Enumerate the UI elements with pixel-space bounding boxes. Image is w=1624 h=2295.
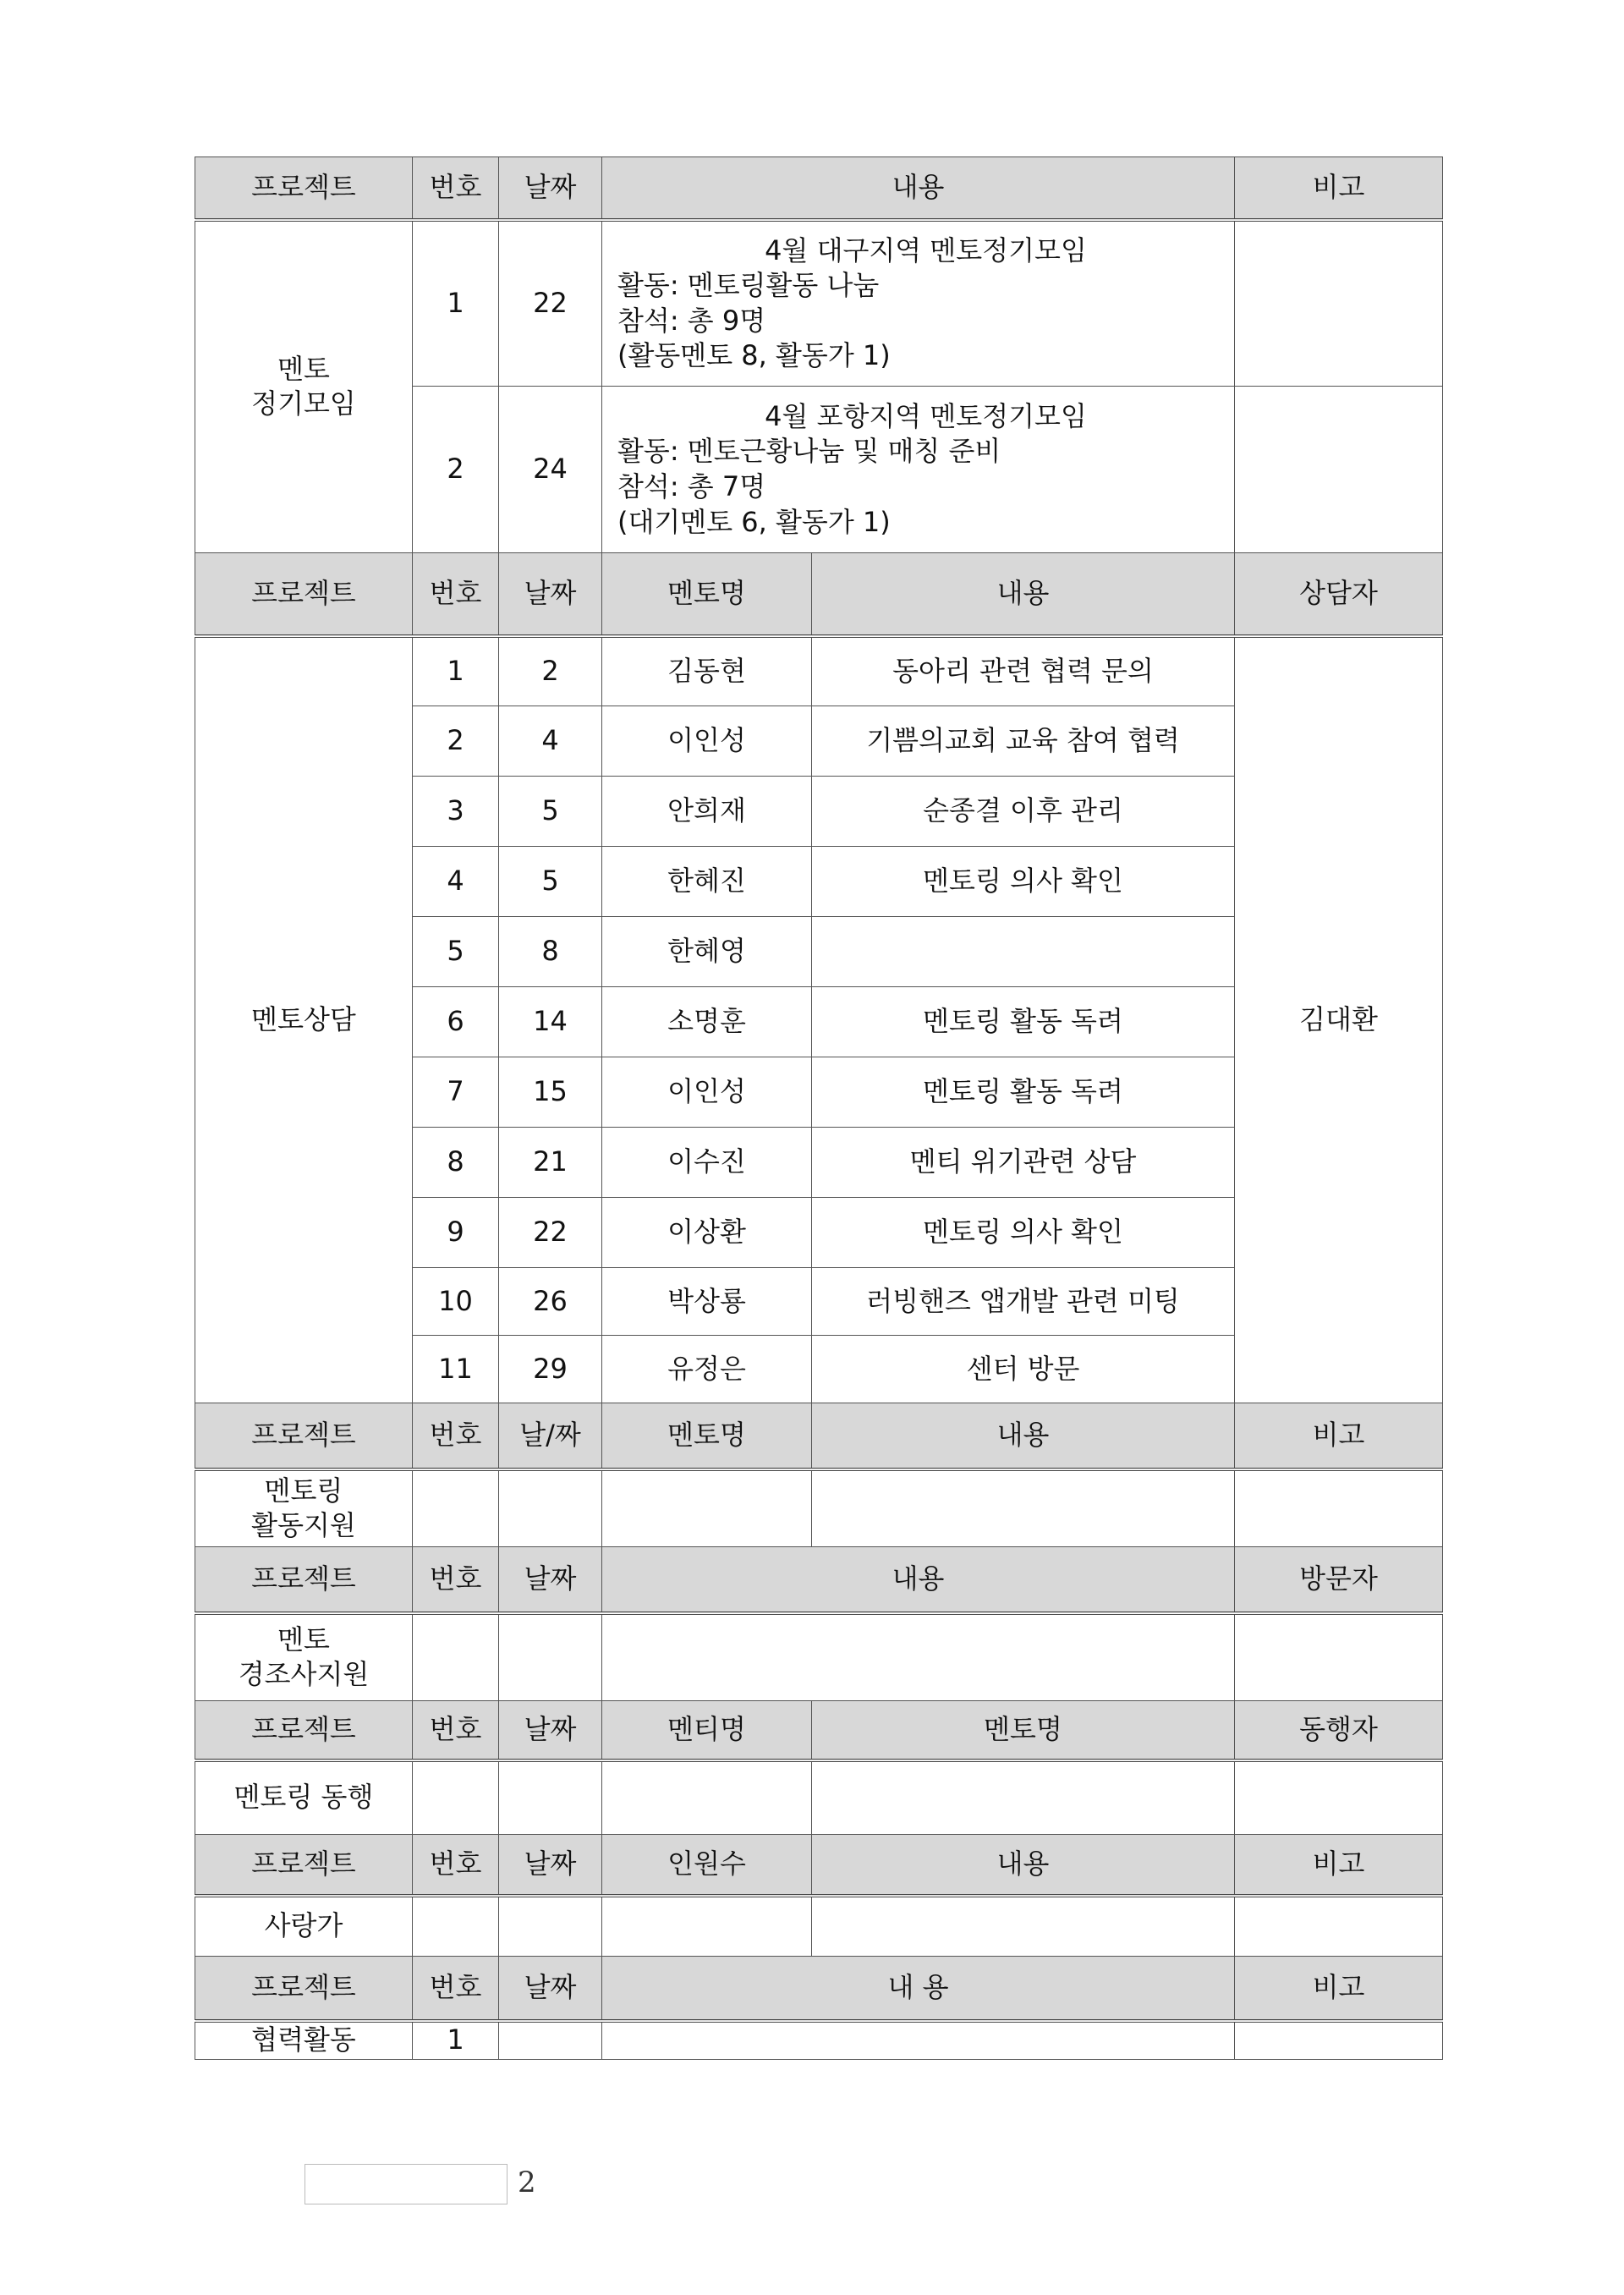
meeting-title: 4월 포항지역 멘토정기모임 xyxy=(765,399,1087,432)
date-cell: 4 xyxy=(499,706,602,777)
header-project: 프로젝트 xyxy=(195,1701,413,1760)
header-number: 번호 xyxy=(413,1547,499,1613)
header-content: 내용 xyxy=(812,553,1235,636)
content-cell: 멘토링 의사 확인 xyxy=(812,847,1235,917)
header-note: 비고 xyxy=(1235,1403,1443,1469)
header-date: 날짜 xyxy=(499,157,602,220)
table-row xyxy=(195,1469,1443,1547)
section3-header-row xyxy=(195,1403,1443,1469)
table-row xyxy=(195,636,1443,706)
header-project: 프로젝트 xyxy=(195,1547,413,1613)
number-cell: 4 xyxy=(413,847,499,917)
section1-header-row xyxy=(195,157,1443,220)
header-number: 번호 xyxy=(413,553,499,636)
header-mentor-name: 멘토명 xyxy=(812,1701,1235,1760)
visitor-cell xyxy=(1235,1613,1443,1701)
page-number: 2 xyxy=(518,2166,536,2199)
content-cell: 순종결 이후 관리 xyxy=(812,777,1235,847)
header-content: 내용 xyxy=(812,1403,1235,1469)
date-cell: 22 xyxy=(499,1198,602,1268)
project-cell-mentoring-accompany: 멘토링 동행 xyxy=(195,1760,413,1835)
content-cell xyxy=(602,387,1235,553)
header-project: 프로젝트 xyxy=(195,1957,413,2021)
section2-header-row xyxy=(195,553,1443,636)
number-cell: 7 xyxy=(413,1057,499,1128)
project-cell-activity-support: 멘토링 활동지원 xyxy=(195,1469,413,1547)
number-cell xyxy=(413,1469,499,1547)
mentor-name-cell xyxy=(602,1469,812,1547)
date-cell: 24 xyxy=(499,387,602,553)
date-cell: 2 xyxy=(499,636,602,706)
header-date: 날짜 xyxy=(499,1835,602,1896)
note-cell xyxy=(1235,2021,1443,2060)
counselor-cell: 김대환 xyxy=(1235,636,1443,1403)
project-cell-mentor-counseling: 멘토상담 xyxy=(195,636,413,1403)
number-cell xyxy=(413,1760,499,1835)
note-cell xyxy=(1235,1896,1443,1957)
number-cell: 2 xyxy=(413,387,499,553)
date-cell xyxy=(499,1760,602,1835)
date-cell: 5 xyxy=(499,777,602,847)
mentor-name-cell: 김동현 xyxy=(602,636,812,706)
content-cell xyxy=(602,2021,1235,2060)
number-cell: 2 xyxy=(413,706,499,777)
header-note: 비고 xyxy=(1235,1835,1443,1896)
mentor-name-cell xyxy=(812,1760,1235,1835)
table-row xyxy=(195,1896,1443,1957)
mentor-name-cell: 한혜진 xyxy=(602,847,812,917)
header-content: 내용 xyxy=(812,1835,1235,1896)
note-cell xyxy=(1235,220,1443,387)
date-cell: 5 xyxy=(499,847,602,917)
section5-header-row xyxy=(195,1701,1443,1760)
table-row xyxy=(195,220,1443,387)
date-cell xyxy=(499,1613,602,1701)
table-row xyxy=(195,1613,1443,1701)
date-cell: 15 xyxy=(499,1057,602,1128)
content-cell: 동아리 관련 협력 문의 xyxy=(812,636,1235,706)
section4-header-row xyxy=(195,1547,1443,1613)
header-project: 프로젝트 xyxy=(195,157,413,220)
content-cell: 센터 방문 xyxy=(812,1336,1235,1403)
header-number: 번호 xyxy=(413,157,499,220)
meeting-title: 4월 대구지역 멘토정기모임 xyxy=(765,233,1087,266)
table-row xyxy=(195,1760,1443,1835)
content-cell: 기쁨의교회 교육 참여 협력 xyxy=(812,706,1235,777)
header-number: 번호 xyxy=(413,1701,499,1760)
number-cell: 5 xyxy=(413,917,499,987)
footer-box xyxy=(304,2164,508,2204)
date-cell xyxy=(499,2021,602,2060)
date-cell: 29 xyxy=(499,1336,602,1403)
header-visitor: 방문자 xyxy=(1235,1547,1443,1613)
mentor-name-cell: 이수진 xyxy=(602,1128,812,1198)
header-date: 날짜 xyxy=(499,1701,602,1760)
project-cell-family-event-support: 멘토 경조사지원 xyxy=(195,1613,413,1701)
mentor-name-cell: 박상룡 xyxy=(602,1268,812,1336)
header-note: 비고 xyxy=(1235,1957,1443,2021)
header-content: 내용 xyxy=(602,157,1235,220)
content-cell xyxy=(602,1613,1235,1701)
header-date: 날짜 xyxy=(499,1547,602,1613)
companion-cell xyxy=(1235,1760,1443,1835)
content-cell: 멘토링 의사 확인 xyxy=(812,1198,1235,1268)
content-cell xyxy=(602,220,1235,387)
date-cell xyxy=(499,1896,602,1957)
header-content: 내 용 xyxy=(602,1957,1235,2021)
mentee-name-cell xyxy=(602,1760,812,1835)
header-project: 프로젝트 xyxy=(195,1835,413,1896)
content-cell: 멘토링 활동 독려 xyxy=(812,1057,1235,1128)
meeting-detail: 참석: 총 7명 xyxy=(617,470,766,502)
header-note: 비고 xyxy=(1235,157,1443,220)
mentor-name-cell: 이상환 xyxy=(602,1198,812,1268)
activity-report-table-page xyxy=(195,156,1442,2060)
section7-header-row xyxy=(195,1957,1443,2021)
content-cell: 러빙핸즈 앱개발 관련 미팅 xyxy=(812,1268,1235,1336)
date-cell: 26 xyxy=(499,1268,602,1336)
content-cell xyxy=(812,1469,1235,1547)
content-cell xyxy=(812,917,1235,987)
number-cell xyxy=(413,1896,499,1957)
activity-report-table xyxy=(195,156,1443,2060)
content-cell xyxy=(812,1896,1235,1957)
header-companion: 동행자 xyxy=(1235,1701,1443,1760)
number-cell xyxy=(413,1613,499,1701)
date-cell xyxy=(499,1469,602,1547)
headcount-cell xyxy=(602,1896,812,1957)
number-cell: 1 xyxy=(413,2021,499,2060)
number-cell: 9 xyxy=(413,1198,499,1268)
header-content: 내용 xyxy=(602,1547,1235,1613)
meeting-detail: 활동: 멘토근황나눔 및 매칭 준비 xyxy=(617,435,1001,468)
header-date: 날/짜 xyxy=(499,1403,602,1469)
header-date: 날짜 xyxy=(499,553,602,636)
content-cell: 멘토링 활동 독려 xyxy=(812,987,1235,1057)
note-cell xyxy=(1235,387,1443,553)
number-cell: 1 xyxy=(413,220,499,387)
table-row xyxy=(195,2021,1443,2060)
header-number: 번호 xyxy=(413,1835,499,1896)
mentor-name-cell: 이인성 xyxy=(602,1057,812,1128)
header-project: 프로젝트 xyxy=(195,553,413,636)
project-cell-cooperation: 협력활동 xyxy=(195,2021,413,2060)
header-mentor-name: 멘토명 xyxy=(602,553,812,636)
mentor-name-cell: 안희재 xyxy=(602,777,812,847)
section6-header-row xyxy=(195,1835,1443,1896)
project-cell-saranga: 사랑가 xyxy=(195,1896,413,1957)
header-mentee-name: 멘티명 xyxy=(602,1701,812,1760)
date-cell: 8 xyxy=(499,917,602,987)
number-cell: 10 xyxy=(413,1268,499,1336)
meeting-detail: (활동멘토 8, 활동가 1) xyxy=(617,339,891,372)
meeting-detail: 참석: 총 9명 xyxy=(617,304,766,337)
header-mentor-name: 멘토명 xyxy=(602,1403,812,1469)
header-number: 번호 xyxy=(413,1957,499,2021)
mentor-name-cell: 소명훈 xyxy=(602,987,812,1057)
number-cell: 11 xyxy=(413,1336,499,1403)
number-cell: 3 xyxy=(413,777,499,847)
header-project: 프로젝트 xyxy=(195,1403,413,1469)
date-cell: 22 xyxy=(499,220,602,387)
meeting-detail: 활동: 멘토링활동 나눔 xyxy=(617,269,880,302)
date-cell: 21 xyxy=(499,1128,602,1198)
mentor-name-cell: 유정은 xyxy=(602,1336,812,1403)
header-number: 번호 xyxy=(413,1403,499,1469)
number-cell: 1 xyxy=(413,636,499,706)
date-cell: 14 xyxy=(499,987,602,1057)
project-cell-mentor-meeting: 멘토 정기모임 xyxy=(195,220,413,553)
header-counselor: 상담자 xyxy=(1235,553,1443,636)
mentor-name-cell: 이인성 xyxy=(602,706,812,777)
mentor-name-cell: 한혜영 xyxy=(602,917,812,987)
header-date: 날짜 xyxy=(499,1957,602,2021)
header-headcount: 인원수 xyxy=(602,1835,812,1896)
note-cell xyxy=(1235,1469,1443,1547)
number-cell: 6 xyxy=(413,987,499,1057)
content-cell: 멘티 위기관련 상담 xyxy=(812,1128,1235,1198)
number-cell: 8 xyxy=(413,1128,499,1198)
meeting-detail: (대기멘토 6, 활동가 1) xyxy=(617,505,891,538)
